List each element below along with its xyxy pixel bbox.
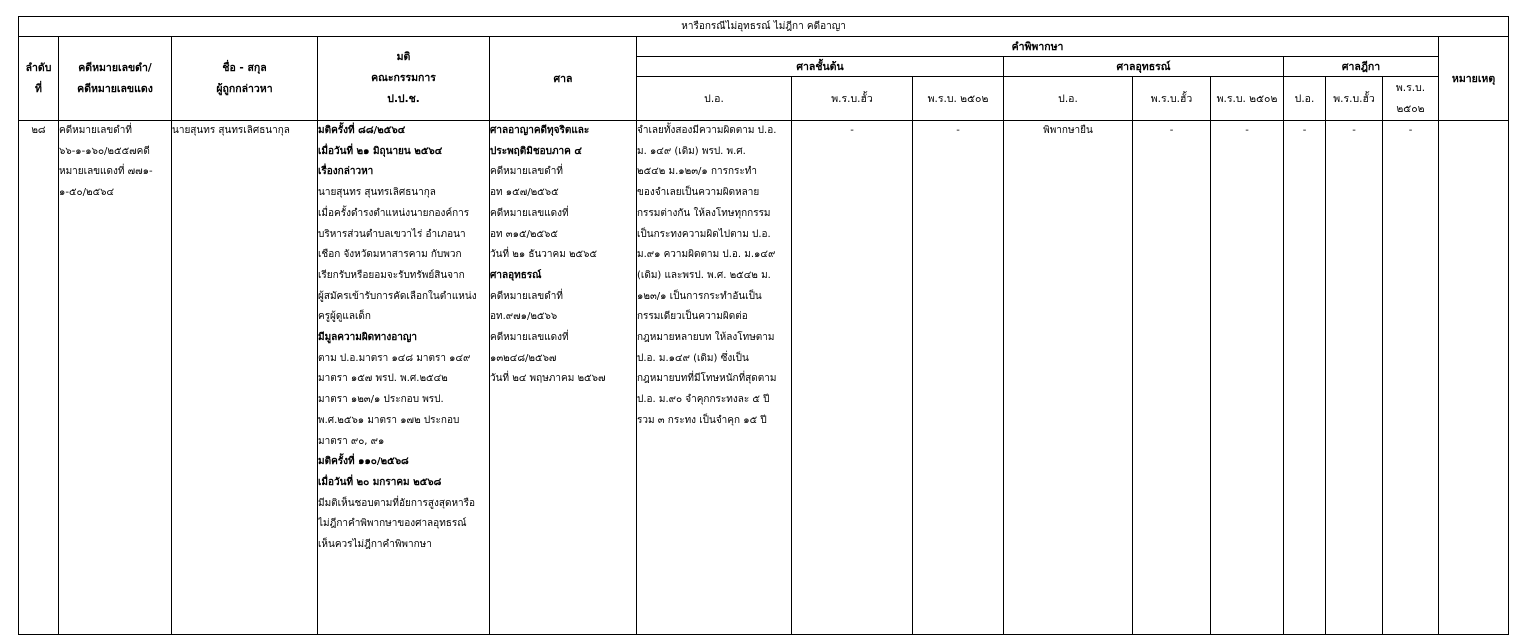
table-row xyxy=(19,121,1509,635)
header-supreme-prb-old: พ.ร.บ.ฮั้ว xyxy=(1326,77,1383,121)
court-line: ศาลอุทธรณ์ xyxy=(490,269,542,281)
note-cell xyxy=(1439,121,1509,635)
resolution-line: มติครั้งที่ ๑๑๐/๒๕๖๘ xyxy=(318,456,409,468)
header-resolution: มติ คณะกรรมการ ป.ป.ช. xyxy=(318,37,490,121)
judgment-line: เป็นกระทงความผิดไปตาม ป.อ. xyxy=(637,228,771,240)
resolution-line: มติครั้งที่ ๘๘/๒๕๖๔ xyxy=(318,125,406,136)
header-case-no: คดีหมายเลขดำ/ คดีหมายเลขแดง xyxy=(59,37,172,121)
court-line: ศาลอาญาคดีทุจริตและ xyxy=(490,125,590,136)
judgment-line: ๑๒๓/๑ เป็นการกระทำอันเป็น xyxy=(637,290,762,302)
resolution-line: เห็นควรไม่ฎีกาคำพิพากษา xyxy=(318,539,432,551)
header-court: ศาล xyxy=(490,37,637,121)
resolution-line: พ.ศ.๒๕๖๑ มาตรา ๑๗๒ ประกอบ xyxy=(318,414,460,426)
resolution-line: มีมูลความผิดทางอาญา xyxy=(318,332,418,344)
judgment-line: กฎหมายบทที่มีโทษหนักที่สุดตาม xyxy=(637,373,777,385)
court-line: ๑๓๒๔๘/๒๕๖๗ xyxy=(490,352,557,364)
judgment-line: กฎหมายหลายบท ให้ลงโทษตาม xyxy=(637,332,775,344)
header-court-appeal: ศาลอุทธรณ์ xyxy=(1004,57,1284,77)
case-number-cell: คดีหมายเลขดำที่ ๖๖-๑-๑๖๐/๒๕๕๗คดี หมายเลขแดงที่ ๗๗๑- ๑-๕๐/๒๕๖๔ xyxy=(59,121,172,635)
court-line: อท ๑๕๗/๒๕๖๕ xyxy=(490,187,559,199)
judgment-line: รวม ๓ กระทง เป็นจำคุก ๑๕ ปี xyxy=(637,414,767,426)
header-court-supreme: ศาลฎีกา xyxy=(1284,57,1439,77)
court-line: อท ๓๑๕/๒๕๖๕ xyxy=(490,228,558,240)
header-supreme-prb2502: พ.ร.บ. ๒๕๐๒ xyxy=(1383,77,1439,121)
supreme-court-prb-old-cell: - xyxy=(1326,121,1383,635)
resolution-line: มาตรา ๙๐, ๙๑ xyxy=(318,435,385,447)
resolution-line: เรื่องกล่าวหา xyxy=(318,166,374,178)
judgment-line: จำเลยทั้งสองมีความผิดตาม ป.อ. xyxy=(637,125,777,136)
judgment-line: กรรมต่างกัน ให้ลงโทษทุกกรรม xyxy=(637,207,771,219)
resolution-line: เมื่อวันที่ ๒๑ มิถุนายน ๒๕๖๔ xyxy=(318,145,443,157)
appeal-court-prb2502-cell: - xyxy=(1211,121,1284,635)
judgment-line: ๒๕๔๒ ม.๑๒๓/๑ การกระทำ xyxy=(637,166,757,178)
header-accused-name: ชื่อ - สกุล ผู้ถูกกล่าวหา xyxy=(172,37,318,121)
resolution-line: มาตรา ๑๕๗ พรป. พ.ศ.๒๕๔๒ xyxy=(318,373,448,385)
header-supreme-po: ป.อ. xyxy=(1284,77,1326,121)
resolution-line: เรียกรับหรือยอมจะรับทรัพย์สินจาก xyxy=(318,269,465,281)
appeal-court-po-cell: พิพากษายืน xyxy=(1004,121,1133,635)
first-po-lines xyxy=(637,121,791,432)
header-first-prb-old: พ.ร.บ.ฮั้ว xyxy=(792,77,913,121)
accused-name-cell: นายสุนทร สุนทรเลิศธนากุล xyxy=(172,121,318,635)
first-court-po-cell xyxy=(637,121,792,635)
court-line: ประพฤติมิชอบภาค ๔ xyxy=(490,145,582,157)
header-appeal-prb-old: พ.ร.บ.ฮั้ว xyxy=(1133,77,1211,121)
judgment-line: (เดิม) และพรป. พ.ศ. ๒๕๔๒ ม. xyxy=(637,269,771,281)
supreme-court-prb2502-cell: - xyxy=(1383,121,1439,635)
table-caption: หารือกรณีไม่อุทธรณ์ ไม่ฎีกา คดีอาญา xyxy=(19,17,1509,37)
judgment-line: ของจำเลยเป็นความผิดหลาย xyxy=(637,187,760,199)
court-line: วันที่ ๒๔ พฤษภาคม ๒๕๖๗ xyxy=(490,373,606,385)
resolution-line: ครูผู้ดูแลเด็ก xyxy=(318,311,371,323)
resolution-line: ไม่ฎีกาคำพิพากษาของศาลอุทธรณ์ xyxy=(318,518,467,530)
resolution-line: เมื่อครั้งดำรงตำแหน่งนายกองค์การ xyxy=(318,207,470,219)
resolution-line: บริหารส่วนตำบลเขวาไร่ อำเภอนา xyxy=(318,228,466,240)
judgment-line: ป.อ. ม.๑๔๙ (เดิม) ซึ่งเป็น xyxy=(637,352,749,364)
resolution-line: มาตรา ๑๒๓/๑ ประกอบ พรป. xyxy=(318,394,444,406)
resolution-line: ตาม ป.อ.มาตรา ๑๔๘ มาตรา ๑๔๙ xyxy=(318,352,471,364)
resolution-line: นายสุนทร สุนทรเลิศธนากุล xyxy=(318,187,436,199)
supreme-court-po-cell: - xyxy=(1284,121,1326,635)
first-court-prb-old-cell: - xyxy=(792,121,913,635)
resolution-line: มีมติเห็นชอบตามที่อัยการสูงสุดหารือ xyxy=(318,497,476,509)
court-lines xyxy=(490,121,636,390)
resolution-cell xyxy=(318,121,490,635)
judgment-line: กรรมเดียวเป็นความผิดต่อ xyxy=(637,311,748,323)
header-first-po: ป.อ. xyxy=(637,77,792,121)
court-line: คดีหมายเลขแดงที่ xyxy=(490,332,569,344)
court-line: คดีหมายเลขดำที่ xyxy=(490,290,563,302)
court-line: วันที่ ๒๑ ธันวาคม ๒๕๖๕ xyxy=(490,249,598,261)
court-line: คดีหมายเลขดำที่ xyxy=(490,166,563,178)
header-note: หมายเหตุ xyxy=(1439,37,1509,121)
case-table xyxy=(18,16,1509,635)
header-order: ลำดับ ที่ xyxy=(19,37,59,121)
resolution-line: ผู้สมัครเข้ารับการคัดเลือกในตำแหน่ง xyxy=(318,290,477,302)
court-line: อท.๙๗๑/๒๕๖๖ xyxy=(490,311,558,323)
header-court-first: ศาลชั้นต้น xyxy=(637,57,1004,77)
header-judgment: คำพิพากษา xyxy=(637,37,1439,57)
first-court-prb2502-cell: - xyxy=(913,121,1004,635)
row-number: ๒๘ xyxy=(19,121,59,635)
court-cell xyxy=(490,121,637,635)
header-first-prb2502: พ.ร.บ. ๒๕๐๒ xyxy=(913,77,1004,121)
header-appeal-po: ป.อ. xyxy=(1004,77,1133,121)
court-line: คดีหมายเลขแดงที่ xyxy=(490,207,569,219)
resolution-line: เชือก จังหวัดมหาสารคาม กับพวก xyxy=(318,249,462,261)
judgment-line: ม. ๑๔๙ (เดิม) พรป. พ.ศ. xyxy=(637,145,746,157)
appeal-court-prb-old-cell: - xyxy=(1133,121,1211,635)
header-appeal-prb2502: พ.ร.บ. ๒๕๐๒ xyxy=(1211,77,1284,121)
judgment-line: ม.๙๑ ความผิดตาม ป.อ. ม.๑๔๙ xyxy=(637,249,776,261)
resolution-line: เมื่อวันที่ ๒๐ มกราคม ๒๕๖๘ xyxy=(318,476,442,488)
judgment-line: ป.อ. ม.๙๐ จำคุกกระทงละ ๕ ปี xyxy=(637,394,770,406)
resolution-lines xyxy=(318,121,489,556)
